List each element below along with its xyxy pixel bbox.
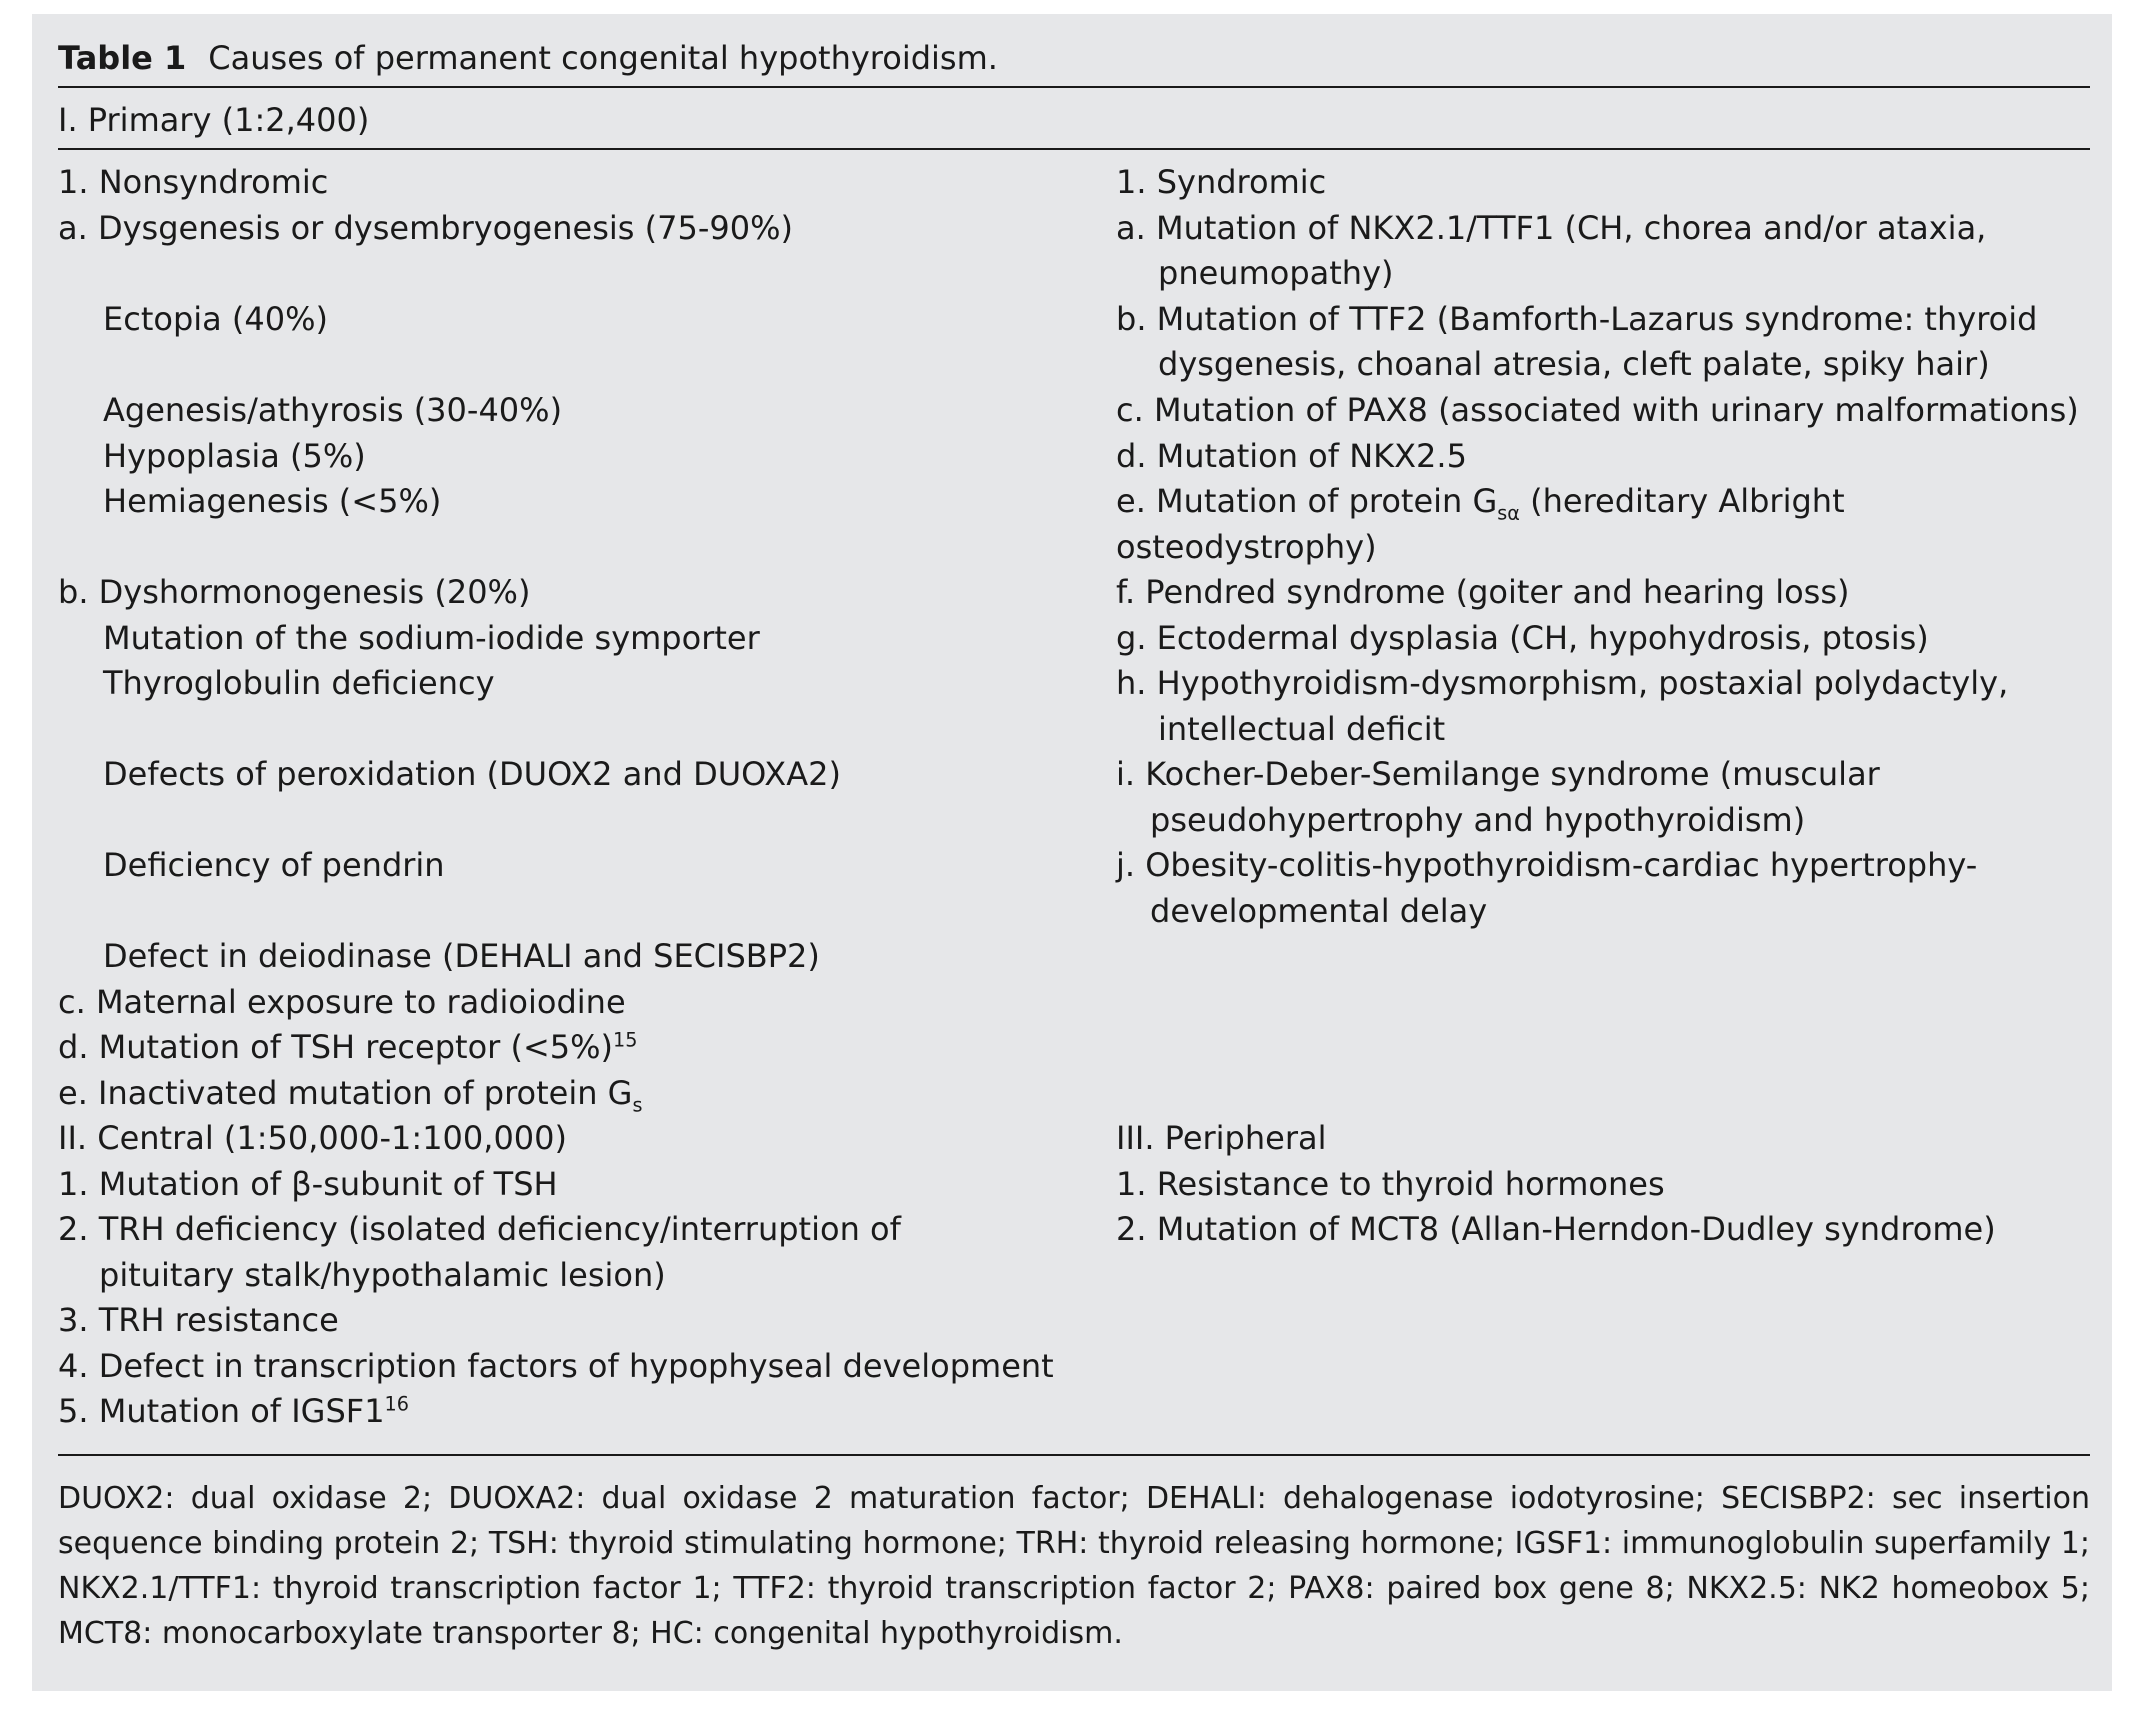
right-line-14: 2. Mutation of MCT8 (Allan-Herndon-Dudley syndrome) (1116, 1210, 1996, 1248)
left-line-19: 3. TRH resistance (58, 1301, 339, 1339)
right-line-3a: b. Mutation of TTF2 (Bamforth-Lazarus syndrome: thyroid (1116, 300, 2038, 338)
bottom-rule (58, 1454, 2090, 1456)
table-footnote: DUOX2: dual oxidase 2; DUOXA2: dual oxidase 2 maturation factor; DEHALI: dehalogenase iodotyrosine; SECISBP2: sec insertion sequence binding protein 2; TSH: thyroid stimulating hormone; TRH: thyroid releasing hormone; IGSF1: immunoglobulin superfamily 1; NKX2.1/TTF1: thyroid transcription factor 1; TTF2: thyroid transcription factor 2; PAX8: paired box gene 8; NKX2.5: NK2 homeobox 5; MCT8: monocarboxylate transporter 8; HC: congenital hypothyroidism. (58, 1481, 2090, 1651)
right-line-13: 1. Resistance to thyroid hormones (1116, 1165, 1665, 1203)
left-line-7: b. Dyshormonogenesis (20%) (58, 573, 531, 611)
table-label: Table 1 (58, 39, 187, 77)
left-line-14-text: d. Mutation of TSH receptor (<5%) (58, 1028, 614, 1066)
right-line-9a: h. Hypothyroidism-dysmorphism, postaxial polydactyly, (1116, 664, 2009, 702)
left-line-21-text: 5. Mutation of IGSF1 (58, 1392, 385, 1430)
section-peripheral: III. Peripheral (1116, 1119, 1327, 1157)
right-line-8: g. Ectodermal dysplasia (CH, hypohydrosis, ptosis) (1116, 619, 1929, 657)
left-line-11: Deficiency of pendrin (103, 846, 445, 884)
table-caption (58, 38, 998, 78)
right-line-6a-text: e. Mutation of protein G (1116, 482, 1498, 520)
right-line-4: c. Mutation of PAX8 (associated with urinary malformations) (1116, 391, 2079, 429)
left-line-2: a. Dysgenesis or dysembryogenesis (75-90%) (58, 209, 793, 247)
section-primary: I. Primary (1:2,400) (58, 101, 370, 139)
left-line-6: Hemiagenesis (<5%) (103, 482, 442, 520)
left-line-8: Mutation of the sodium-iodide symporter (103, 619, 760, 657)
left-line-15 (58, 1071, 642, 1115)
right-line-5: d. Mutation of NKX2.5 (1116, 437, 1467, 475)
left-line-12: Defect in deiodinase (DEHALI and SECISBP2) (103, 937, 820, 975)
right-line-6a (1116, 479, 1845, 523)
section-rule (58, 148, 2090, 150)
left-line-13: c. Maternal exposure to radioiodine (58, 983, 626, 1021)
right-line-7: f. Pendred syndrome (goiter and hearing loss) (1116, 573, 1850, 611)
right-line-6a-rest: (hereditary Albright (1519, 482, 1845, 520)
subscript-s: s (632, 1093, 643, 1117)
left-line-18a: 2. TRH deficiency (isolated deficiency/interruption of (58, 1210, 901, 1248)
right-line-10a: i. Kocher-Deber-Semilange syndrome (muscular (1116, 755, 1880, 793)
right-line-9b: intellectual deficit (1158, 710, 1446, 748)
left-line-5: Hypoplasia (5%) (103, 437, 366, 475)
right-line-3b: dysgenesis, choanal atresia, cleft palate, spiky hair) (1158, 345, 1990, 383)
left-line-9: Thyroglobulin deficiency (103, 664, 495, 702)
right-line-11a: j. Obesity-colitis-hypothyroidism-cardiac hypertrophy- (1116, 846, 1978, 884)
left-line-1: 1. Nonsyndromic (58, 163, 329, 201)
reference-15: 15 (613, 1028, 638, 1052)
subscript-s-alpha: sα (1497, 501, 1520, 525)
table-panel (32, 14, 2112, 1691)
right-line-2b: pneumopathy) (1158, 254, 1394, 292)
right-line-10b: pseudohypertrophy and hypothyroidism) (1150, 801, 1806, 839)
table-title: Causes of permanent congenital hypothyroidism. (208, 39, 998, 77)
right-line-11b: developmental delay (1150, 892, 1488, 930)
left-line-3: Ectopia (40%) (103, 300, 329, 338)
right-line-6b: osteodystrophy) (1116, 528, 1377, 566)
top-rule (58, 86, 2090, 88)
reference-16: 16 (384, 1392, 409, 1416)
left-line-15-text: e. Inactivated mutation of protein G (58, 1074, 633, 1112)
right-line-2a: a. Mutation of NKX2.1/TTF1 (CH, chorea and/or ataxia, (1116, 209, 1987, 247)
left-line-21 (58, 1389, 409, 1433)
left-line-4: Agenesis/athyrosis (30-40%) (103, 391, 563, 429)
left-line-20: 4. Defect in transcription factors of hypophyseal development (58, 1347, 1054, 1385)
left-line-17: 1. Mutation of β-subunit of TSH (58, 1165, 558, 1203)
section-central: II. Central (1:50,000-1:100,000) (58, 1119, 567, 1157)
left-line-14 (58, 1025, 637, 1069)
right-line-1: 1. Syndromic (1116, 163, 1327, 201)
left-line-10: Defects of peroxidation (DUOX2 and DUOXA2) (103, 755, 841, 793)
left-line-18b: pituitary stalk/hypothalamic lesion) (99, 1256, 666, 1294)
